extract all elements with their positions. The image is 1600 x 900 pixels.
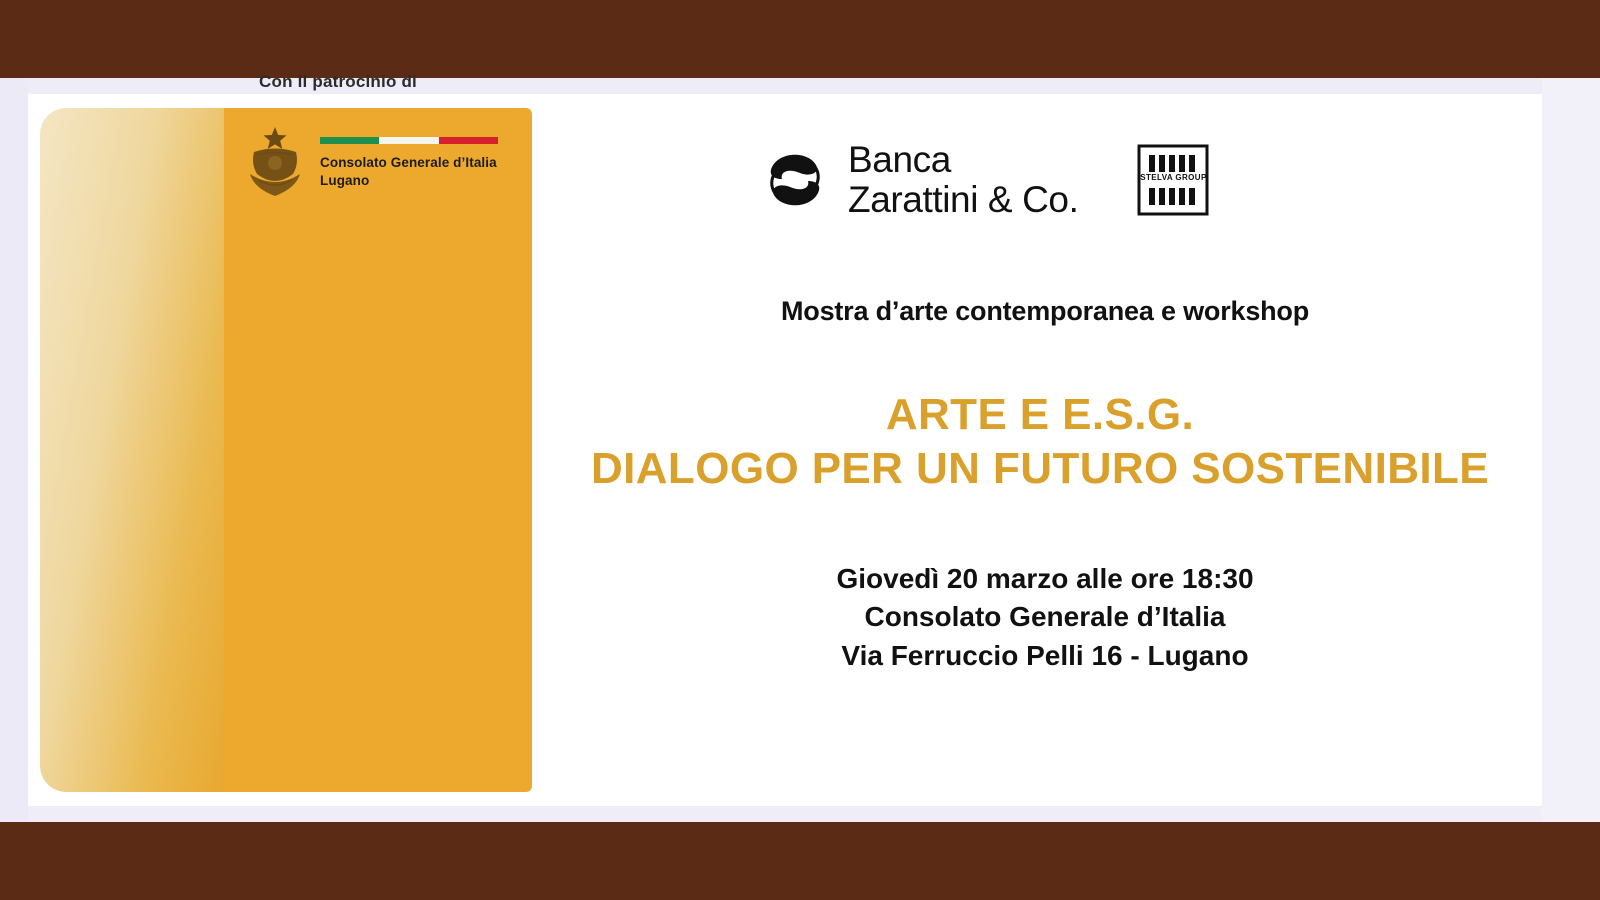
event-details: [540, 560, 1550, 675]
banca-zarattini-mark-icon: [760, 145, 830, 215]
banca-zarattini-logo: [760, 140, 1078, 220]
card-left-edge: [0, 78, 28, 822]
logos-row: [760, 140, 1210, 220]
panel-solid: [224, 108, 532, 792]
panel-gradient: [40, 108, 224, 792]
event-subtitle: Mostra d’arte contemporanea e workshop: [780, 296, 1310, 326]
event-title-line2: DIALOGO PER UN FUTURO SOSTENIBILE: [590, 443, 1490, 493]
consulate-logo: [244, 118, 512, 204]
patronage-label: Con il patrocinio di: [259, 72, 417, 91]
event-title: [520, 388, 1560, 495]
italian-flag-icon: [320, 137, 498, 144]
bank-name-line2: Zarattini & Co.: [848, 178, 1079, 220]
consulate-name-line2: Lugano: [320, 172, 370, 188]
event-datetime: Giovedì 20 marzo alle ore 18:30: [836, 563, 1254, 594]
event-address: Via Ferruccio Pelli 16 - Lugano: [841, 639, 1249, 671]
event-title-line1: ARTE E E.S.G.: [885, 390, 1195, 439]
card-bottom-strip: [0, 806, 1600, 822]
left-accent-panel: [40, 108, 532, 792]
stelva-group-caption: STELVA GROUP: [1140, 172, 1207, 182]
stelva-group-logo: [1136, 143, 1210, 217]
banca-zarattini-wordmark: [848, 140, 1078, 220]
bank-name-line1: Banca: [848, 139, 951, 180]
consulate-name-line1: Consolato Generale d’Italia: [320, 155, 497, 171]
event-venue: Consolato Generale d’Italia: [864, 601, 1226, 633]
italian-republic-emblem-icon: [244, 122, 306, 200]
consulate-text: [320, 133, 512, 189]
